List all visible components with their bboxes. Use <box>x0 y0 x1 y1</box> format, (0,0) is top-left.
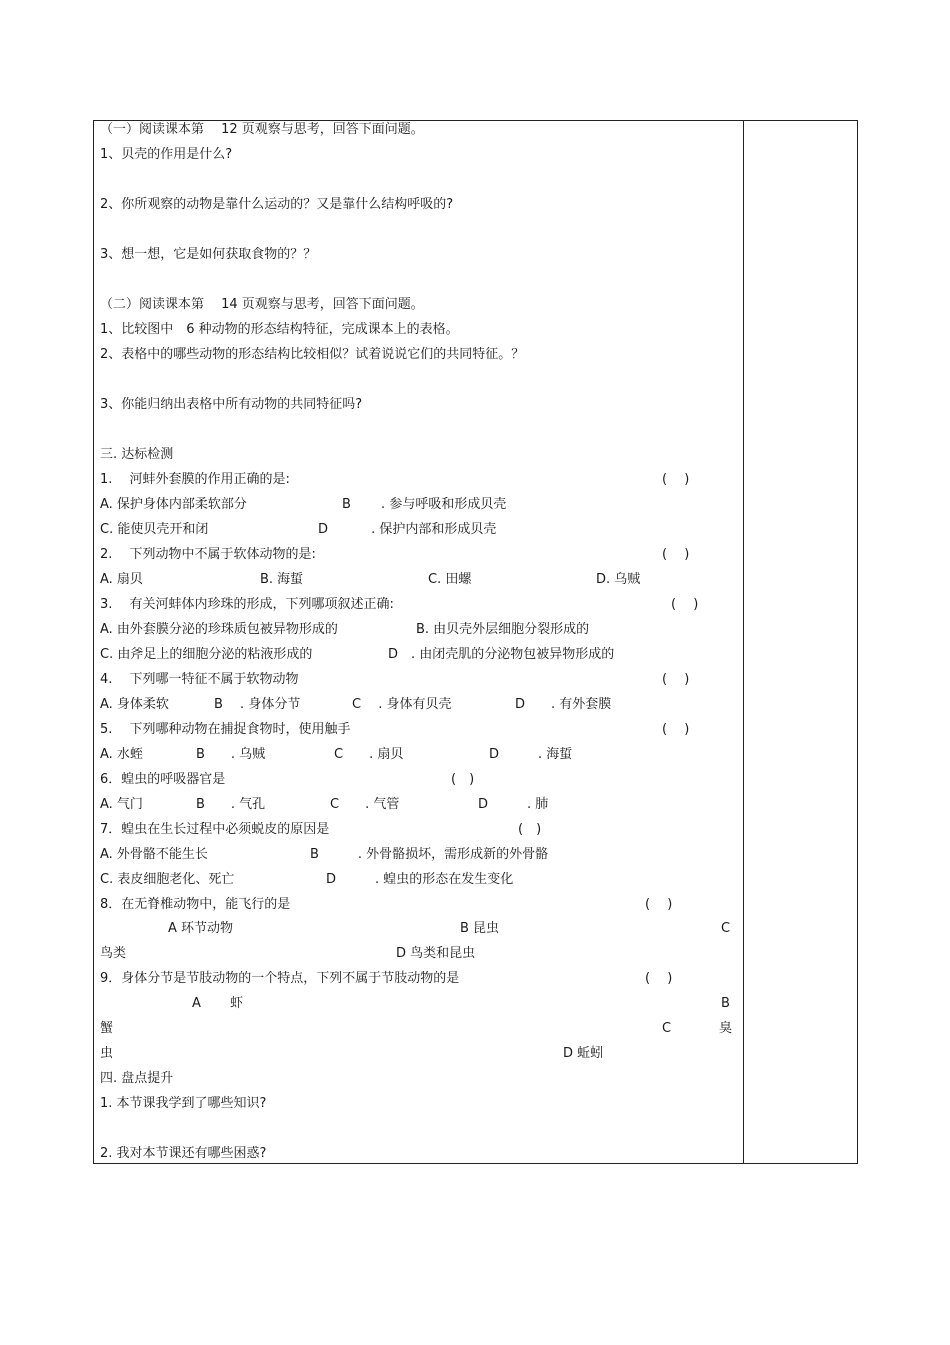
section1-heading: （一）阅读课本第 12 页观察与思考，回答下面问题。 <box>100 122 424 137</box>
quiz-q6-answer-blank: ( ) <box>451 772 475 787</box>
quiz-q5-stem: 5. 下列哪种动物在捕捉食物时，使用触手 <box>100 722 351 737</box>
quiz-q7-option-d: D . 蝗虫的形态在发生变化 <box>326 872 514 887</box>
quiz-q1-option-a: A. 保护身体内部柔软部分 <box>100 497 247 512</box>
quiz-q1-option-c: C. 能使贝壳开和闭 <box>100 522 209 537</box>
quiz-q5-option-d: D . 海蜇 <box>489 747 573 762</box>
quiz-q2-option-b: B. 海蜇 <box>260 572 304 587</box>
quiz-q8-option-c-text: 鸟类 <box>100 946 127 961</box>
column-divider <box>743 120 744 1164</box>
quiz-q9-answer-blank: ( ) <box>645 971 673 986</box>
quiz-q8-answer-blank: ( ) <box>645 897 673 912</box>
quiz-q9-option-c-text-1: 臭 <box>719 1021 733 1036</box>
quiz-q7-stem: 7．蝗虫在生长过程中必须蜕皮的原因是 <box>100 822 330 837</box>
quiz-q4-option-b: B . 身体分节 <box>214 697 301 712</box>
quiz-q7-option-a: A. 外骨骼不能生长 <box>100 847 208 862</box>
quiz-q2-stem: 2. 下列动物中不属于软体动物的是: <box>100 547 316 562</box>
quiz-q1-answer-blank: ( ) <box>662 472 690 487</box>
quiz-q9-option-d: D 蚯蚓 <box>563 1046 604 1061</box>
quiz-q3-option-a: A. 由外套膜分泌的珍珠质包被异物形成的 <box>100 622 338 637</box>
section2-heading: （二）阅读课本第 14 页观察与思考，回答下面问题。 <box>100 297 424 312</box>
quiz-q4-option-d: D . 有外套膜 <box>515 697 612 712</box>
quiz-q6-stem: 6．蝗虫的呼吸器官是 <box>100 772 226 787</box>
quiz-q5-option-b: B . 乌贼 <box>196 747 266 762</box>
section4-heading: 四. 盘点提升 <box>100 1071 174 1086</box>
quiz-q9-option-a-text: 虾 <box>230 996 244 1011</box>
quiz-q3-option-c: C. 由斧足上的细胞分泌的粘液形成的 <box>100 647 313 662</box>
quiz-q2-option-c: C. 田螺 <box>428 572 472 587</box>
quiz-q3-answer-blank: ( ) <box>671 597 699 612</box>
section2-question-2: 2、表格中的哪些动物的形态结构比较相似？试着说说它们的共同特征。？ <box>100 347 525 362</box>
quiz-q3-stem: 3. 有关河蚌体内珍珠的形成，下列哪项叙述正确: <box>100 597 394 612</box>
section2-question-3: 3、你能归纳出表格中所有动物的共同特征吗? <box>100 397 363 412</box>
quiz-q2-option-a: A. 扇贝 <box>100 572 143 587</box>
quiz-q4-option-c: C . 身体有贝壳 <box>352 697 452 712</box>
quiz-q4-stem: 4. 下列哪一特征不属于软物动物 <box>100 672 299 687</box>
quiz-q7-option-b: B . 外骨骼损坏，需形成新的外骨骼 <box>310 847 549 862</box>
quiz-q9-option-c-text-2: 虫 <box>100 1046 114 1061</box>
quiz-q7-option-c: C. 表皮细胞老化、死亡 <box>100 872 235 887</box>
quiz-q6-option-a: A. 气门 <box>100 797 143 812</box>
quiz-q6-option-d: D . 肺 <box>478 797 549 812</box>
section1-question-3: 3、想一想，它是如何获取食物的？？ <box>100 247 317 262</box>
quiz-q9-option-a-letter: A <box>192 996 201 1011</box>
quiz-q1-option-b: B . 参与呼吸和形成贝壳 <box>342 497 507 512</box>
quiz-q9-stem: 9．身体分节是节肢动物的一个特点，下列不属于节肢动物的是 <box>100 971 460 986</box>
quiz-q8-option-c-letter: C <box>721 921 731 936</box>
section4-question-2: 2. 我对本节课还有哪些困惑? <box>100 1146 267 1161</box>
quiz-q8-option-b: B 昆虫 <box>460 921 500 936</box>
quiz-q8-option-a: A 环节动物 <box>168 921 234 936</box>
section2-question-1: 1、比较图中 6 种动物的形态结构特征，完成课本上的表格。 <box>100 322 459 337</box>
section3-heading: 三. 达标检测 <box>100 447 174 462</box>
quiz-q6-option-b: B . 气孔 <box>196 797 266 812</box>
quiz-q3-option-d: D . 由闭壳肌的分泌物包被异物形成的 <box>388 647 615 662</box>
quiz-q9-option-b-text: 蟹 <box>100 1021 114 1036</box>
quiz-q9-option-b-letter: B <box>721 996 730 1011</box>
quiz-q5-option-a: A. 水蛭 <box>100 747 143 762</box>
quiz-q6-option-c: C . 气管 <box>330 797 400 812</box>
quiz-q4-option-a: A. 身体柔软 <box>100 697 169 712</box>
quiz-q5-answer-blank: ( ) <box>662 722 690 737</box>
quiz-q5-option-c: C . 扇贝 <box>334 747 404 762</box>
quiz-q7-answer-blank: ( ) <box>518 822 542 837</box>
section1-question-1: 1、贝壳的作用是什么? <box>100 147 233 162</box>
quiz-q9-option-c-letter: C <box>662 1021 672 1036</box>
quiz-q8-option-d: D 鸟类和昆虫 <box>396 946 476 961</box>
quiz-q4-answer-blank: ( ) <box>662 672 690 687</box>
quiz-q2-answer-blank: ( ) <box>662 547 690 562</box>
section4-question-1: 1. 本节课我学到了哪些知识? <box>100 1096 267 1111</box>
quiz-q3-option-b: B. 由贝壳外层细胞分裂形成的 <box>416 622 590 637</box>
quiz-q1-option-d: D . 保护内部和形成贝壳 <box>318 522 497 537</box>
quiz-q8-stem: 8．在无脊椎动物中，能飞行的是 <box>100 897 291 912</box>
section1-question-2: 2、你所观察的动物是靠什么运动的？又是靠什么结构呼吸的? <box>100 197 454 212</box>
quiz-q1-stem: 1. 河蚌外套膜的作用正确的是: <box>100 472 290 487</box>
quiz-q2-option-d: D. 乌贼 <box>596 572 641 587</box>
